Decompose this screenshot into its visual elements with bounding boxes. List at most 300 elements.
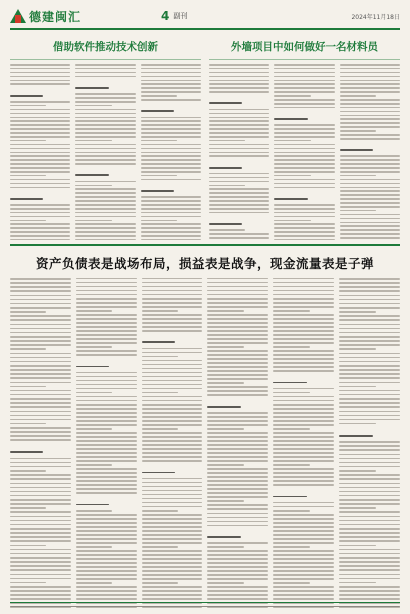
text-line [340, 179, 400, 181]
subheading-line [273, 496, 306, 498]
text-line [207, 432, 268, 433]
text-line [207, 525, 268, 526]
text-line [273, 404, 334, 405]
text-line [76, 554, 137, 555]
text-line [76, 372, 137, 373]
text-line [10, 216, 70, 218]
text-line [10, 582, 46, 584]
text-line [273, 412, 334, 413]
text-line [340, 202, 400, 204]
text-line [207, 448, 268, 449]
text-line [76, 448, 137, 449]
text-line [76, 436, 137, 437]
text-line [340, 76, 400, 78]
text-line [141, 167, 201, 169]
text-line [10, 390, 71, 392]
text-line [75, 216, 135, 218]
text-line [339, 423, 375, 425]
text-line [10, 470, 46, 472]
article-right-title: 外墙项目中如何做好一名材料员 [209, 35, 400, 60]
text-column [76, 278, 137, 608]
text-line [75, 120, 135, 122]
text-line [273, 578, 334, 579]
text-line [207, 456, 268, 457]
text-line [339, 311, 375, 313]
text-line [75, 204, 135, 206]
text-line [339, 524, 400, 526]
text-line [209, 188, 269, 190]
text-line [273, 392, 309, 393]
text-line [273, 518, 334, 519]
text-column [10, 278, 71, 608]
text-line [207, 578, 268, 579]
text-line [10, 315, 71, 317]
text-column [207, 278, 268, 608]
text-line [207, 358, 268, 359]
text-column [141, 64, 201, 240]
text-line [141, 83, 201, 85]
text-line [75, 155, 135, 157]
text-line [339, 565, 400, 567]
text-line [141, 95, 177, 97]
text-line [10, 148, 70, 150]
text-line [339, 348, 375, 350]
text-line [141, 124, 201, 126]
text-line [10, 574, 71, 576]
text-line [141, 179, 201, 181]
text-line [209, 237, 269, 239]
subheading-line [209, 223, 242, 225]
text-line [142, 448, 203, 449]
subheading-line [207, 536, 240, 538]
text-line [76, 302, 137, 303]
text-line [339, 398, 400, 400]
text-line [209, 83, 269, 85]
text-line [10, 427, 71, 429]
text-line [10, 307, 71, 309]
text-line [340, 134, 400, 136]
text-line [339, 386, 375, 388]
text-line [76, 416, 137, 417]
text-line [207, 513, 268, 514]
text-line [10, 223, 70, 225]
text-line [76, 298, 137, 299]
article-right-body [209, 64, 400, 240]
text-line [76, 468, 137, 469]
text-line [274, 68, 334, 70]
paragraph-gap [209, 159, 269, 162]
text-line [207, 468, 268, 469]
text-line [142, 590, 203, 591]
text-line [207, 354, 268, 355]
text-line [339, 295, 400, 297]
text-line [207, 424, 268, 425]
text-line [209, 140, 245, 142]
text-line [207, 594, 268, 595]
text-line [142, 444, 203, 445]
text-line [339, 303, 400, 305]
text-line [75, 105, 111, 107]
text-line [142, 570, 203, 571]
text-line [273, 514, 334, 515]
text-line [10, 545, 46, 547]
text-line [75, 220, 111, 222]
text-line [142, 562, 203, 563]
text-line [76, 484, 137, 485]
text-line [75, 192, 135, 194]
text-line [10, 76, 70, 78]
text-line [273, 432, 334, 433]
text-line [75, 231, 135, 233]
text-line [273, 598, 334, 599]
text-line [274, 72, 334, 74]
text-line [10, 431, 71, 433]
text-line [339, 394, 400, 396]
text-line [274, 175, 310, 177]
text-line [340, 237, 400, 239]
text-line [273, 586, 334, 587]
text-line [10, 462, 71, 464]
text-line [207, 546, 243, 547]
text-line [142, 518, 203, 519]
text-line [339, 324, 400, 326]
subheading-line [76, 504, 109, 506]
subheading-line [75, 87, 108, 89]
text-line [207, 334, 268, 335]
text-line [339, 458, 400, 460]
text-line [339, 511, 400, 513]
text-line [274, 227, 334, 229]
text-line [141, 152, 201, 154]
text-line [339, 445, 400, 447]
text-line [207, 521, 268, 522]
text-line [142, 306, 203, 307]
text-line [207, 412, 268, 413]
text-line [10, 282, 71, 284]
text-line [142, 574, 203, 575]
text-column [142, 278, 203, 608]
text-line [75, 109, 135, 111]
text-line [274, 144, 334, 146]
text-line [273, 302, 334, 303]
text-line [141, 159, 201, 161]
text-line [10, 516, 71, 518]
text-line [141, 223, 201, 225]
text-column [339, 278, 400, 608]
text-line [76, 558, 137, 559]
text-line [340, 155, 400, 157]
text-line [10, 128, 70, 130]
text-line [207, 472, 268, 473]
text-line [273, 282, 334, 283]
text-line [274, 231, 334, 233]
text-line [142, 526, 203, 527]
text-line [10, 503, 71, 505]
text-line [142, 392, 178, 393]
text-line [10, 419, 71, 421]
paragraph-gap [142, 464, 203, 467]
text-line [340, 95, 376, 97]
text-line [340, 87, 400, 89]
text-line [339, 415, 400, 417]
text-line [339, 344, 400, 346]
text-line [76, 550, 137, 551]
text-line [76, 492, 137, 493]
page-footer [10, 602, 400, 611]
section-name: 副刊 [173, 12, 188, 20]
text-line [339, 336, 400, 338]
text-line [10, 83, 70, 85]
text-line [339, 369, 400, 371]
text-line [274, 239, 334, 240]
text-line [340, 190, 400, 192]
text-line [75, 93, 135, 95]
text-line [76, 542, 137, 543]
text-line [207, 476, 268, 477]
text-line [207, 496, 268, 497]
subheading-line [75, 174, 108, 176]
text-line [75, 117, 135, 119]
text-line [274, 235, 334, 237]
text-line [273, 350, 334, 351]
text-line [339, 536, 400, 538]
text-line [75, 124, 135, 126]
text-line [273, 388, 334, 389]
text-line [10, 187, 70, 189]
text-line [141, 117, 201, 119]
text-line [209, 173, 269, 175]
text-line [10, 507, 46, 509]
text-line [10, 491, 71, 493]
text-line [340, 214, 400, 216]
text-line [76, 294, 137, 295]
text-line [273, 318, 334, 319]
text-line [141, 231, 201, 233]
footer-text [10, 606, 400, 607]
text-line [339, 516, 400, 518]
text-line [142, 460, 203, 461]
text-line [10, 124, 70, 126]
subheading-line [142, 472, 175, 474]
text-line [274, 148, 334, 150]
text-line [10, 120, 70, 122]
page-number: 4 [161, 9, 170, 23]
text-line [207, 504, 268, 505]
text-column [10, 64, 70, 240]
text-line [340, 194, 400, 196]
text-line [339, 373, 400, 375]
text-line [273, 562, 334, 563]
text-line [339, 365, 400, 367]
text-line [339, 319, 400, 321]
text-line [75, 223, 135, 225]
text-line [339, 328, 400, 330]
text-line [10, 117, 70, 119]
text-line [273, 566, 334, 567]
text-line [10, 532, 71, 534]
text-line [274, 124, 334, 126]
text-line [339, 282, 400, 284]
text-line [209, 212, 269, 214]
text-line [207, 378, 268, 379]
text-line [209, 120, 269, 122]
text-line [273, 594, 334, 595]
paragraph-gap [141, 183, 201, 186]
text-line [340, 107, 400, 109]
text-line [209, 136, 269, 138]
text-line [339, 590, 400, 592]
text-line [10, 365, 71, 367]
text-line [76, 424, 137, 425]
text-line [273, 362, 334, 363]
text-line [273, 444, 334, 445]
text-line [339, 286, 400, 288]
text-line [207, 318, 268, 319]
text-line [142, 400, 203, 401]
text-line [142, 566, 203, 567]
text-line [141, 239, 201, 240]
text-line [142, 310, 178, 311]
text-line [273, 464, 309, 465]
text-line [273, 456, 334, 457]
text-line [273, 428, 309, 429]
text-line [10, 402, 71, 404]
text-line [339, 474, 400, 476]
text-line [10, 340, 71, 342]
text-line [10, 406, 71, 408]
text-line [10, 303, 71, 305]
text-line [209, 87, 269, 89]
text-line [10, 299, 71, 301]
text-line [209, 200, 269, 202]
text-line [340, 222, 400, 224]
subheading-line [273, 382, 306, 384]
text-line [10, 235, 70, 237]
text-line [340, 206, 400, 208]
article-left-title: 借助软件推动技术创新 [10, 35, 201, 60]
text-line [274, 167, 334, 169]
text-line [10, 278, 71, 280]
text-line [207, 574, 268, 575]
text-line [141, 80, 201, 82]
text-line [207, 386, 268, 387]
text-line [75, 113, 135, 115]
text-line [76, 598, 137, 599]
text-line [76, 460, 137, 461]
paragraph-gap [142, 334, 203, 337]
text-line [207, 500, 243, 501]
text-line [10, 231, 70, 233]
text-line [142, 558, 203, 559]
text-line [141, 235, 201, 237]
text-line [76, 582, 112, 583]
text-line [340, 130, 376, 132]
text-line [273, 530, 334, 531]
text-line [142, 404, 203, 405]
text-line [339, 487, 400, 489]
text-line [76, 480, 137, 481]
text-line [340, 111, 400, 113]
text-line [207, 558, 268, 559]
text-line [141, 220, 177, 222]
text-line [75, 181, 135, 183]
text-line [76, 322, 137, 323]
text-line [273, 424, 334, 425]
text-line [209, 144, 269, 146]
text-line [10, 594, 71, 596]
text-line [207, 464, 243, 465]
text-line [207, 282, 268, 283]
text-column [209, 64, 269, 240]
text-line [141, 64, 201, 66]
subheading-line [274, 198, 307, 200]
text-line [209, 152, 269, 154]
text-line [142, 506, 203, 507]
text-line [339, 466, 400, 468]
text-line [273, 484, 334, 485]
text-line [10, 398, 71, 400]
text-line [10, 101, 70, 103]
text-line [274, 132, 334, 134]
text-line [141, 72, 201, 74]
text-line [10, 495, 71, 497]
text-line [10, 179, 70, 181]
text-line [274, 76, 334, 78]
paragraph-gap [10, 87, 70, 90]
masthead [10, 6, 400, 30]
text-line [75, 163, 135, 165]
text-line [141, 216, 201, 218]
text-line [142, 436, 203, 437]
text-line [141, 76, 201, 78]
text-line [76, 376, 137, 377]
text-line [340, 115, 400, 117]
text-line [76, 432, 137, 433]
subheading-line [10, 198, 43, 200]
text-line [10, 136, 70, 138]
text-line [207, 294, 268, 295]
text-line [273, 278, 334, 279]
text-line [339, 278, 400, 280]
text-line [273, 310, 309, 311]
text-line [207, 452, 268, 453]
text-line [142, 538, 203, 539]
text-line [274, 152, 334, 154]
text-line [274, 80, 334, 82]
text-line [142, 598, 203, 599]
text-line [339, 549, 400, 551]
text-line [209, 233, 269, 235]
text-line [274, 83, 334, 85]
text-line [274, 187, 334, 189]
text-line [141, 200, 201, 202]
subheading-line [209, 102, 242, 104]
text-line [10, 466, 71, 468]
text-line [75, 208, 135, 210]
text-line [10, 458, 71, 460]
text-line [273, 346, 309, 347]
text-line [141, 128, 201, 130]
text-line [76, 530, 137, 531]
text-line [142, 364, 203, 365]
text-line [273, 400, 334, 401]
subheading-line [142, 341, 175, 343]
text-line [273, 502, 334, 503]
text-line [141, 163, 201, 165]
text-line [75, 64, 135, 66]
text-line [75, 159, 135, 161]
text-line [207, 370, 268, 371]
